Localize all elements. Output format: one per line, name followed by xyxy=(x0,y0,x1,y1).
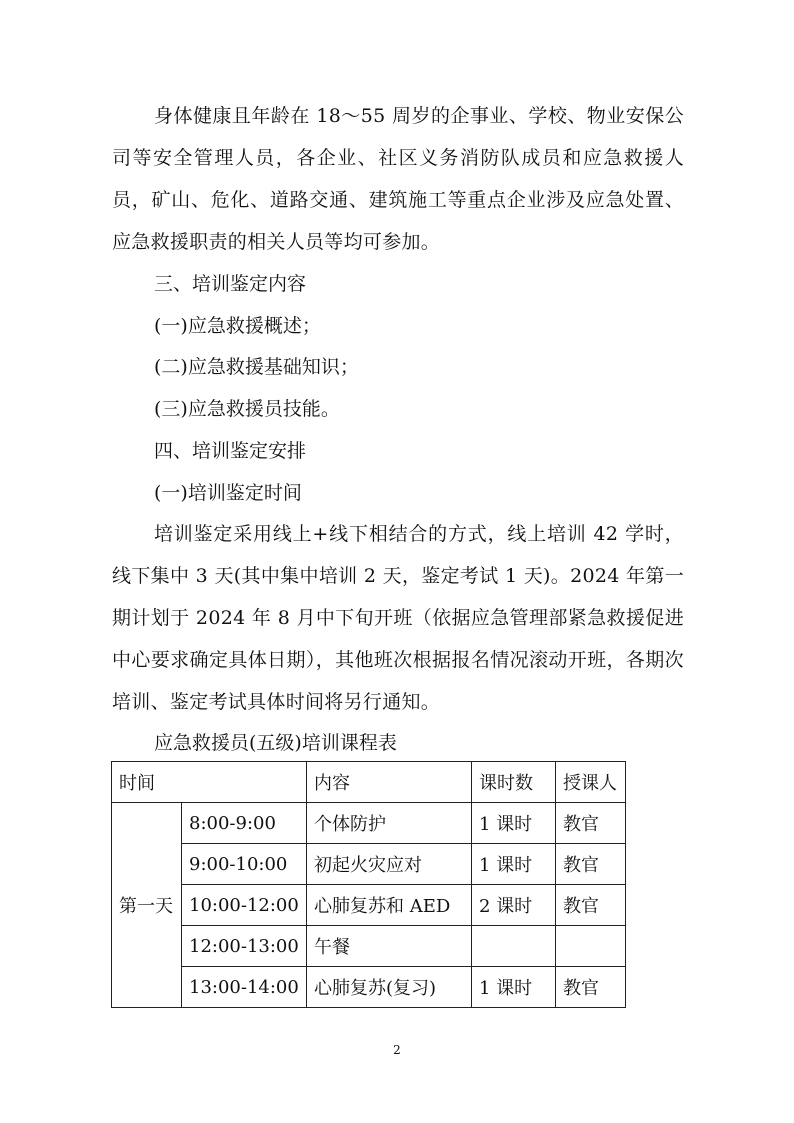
time-cell: 12:00-13:00 xyxy=(182,926,307,967)
instructor-cell: 教官 xyxy=(556,967,626,1008)
section-3-heading: 三、培训鉴定内容 xyxy=(154,273,307,295)
instructor-cell xyxy=(556,926,626,967)
schedule-paragraph: 培训鉴定采用线上+线下相结合的方式，线上培训 42 学时，线下集中 3 天(其中集中培训 2 天，鉴定考试 1 天)。2024 年第一期计划于 2024 年 8 月中下旬开班（依据应急管理部紧急救援促进中心要求确定具体日期），其他班次根据报名情况滚动开班，各期次培训、鉴定考试具体时间将另行通知。 xyxy=(112,523,684,713)
instructor-cell: 教官 xyxy=(556,803,626,844)
time-cell: 10:00-12:00 xyxy=(182,885,307,926)
content-cell: 午餐 xyxy=(307,926,472,967)
hours-cell xyxy=(472,926,556,967)
section-4-heading: 四、培训鉴定安排 xyxy=(154,440,307,462)
header-content: 内容 xyxy=(307,762,472,803)
hours-cell: 1 课时 xyxy=(472,803,556,844)
header-instructor: 授课人 xyxy=(556,762,626,803)
instructor-cell: 教官 xyxy=(556,844,626,885)
content-cell: 心肺复苏和 AED xyxy=(307,885,472,926)
section-3-item-1: (一)应急救援概述； xyxy=(154,315,321,337)
table-header-row xyxy=(112,762,626,803)
content-cell: 初起火灾应对 xyxy=(307,844,472,885)
course-schedule-table xyxy=(111,761,626,1008)
table-row xyxy=(112,803,626,844)
instructor-cell: 教官 xyxy=(556,885,626,926)
table-row xyxy=(112,885,626,926)
table-title: 应急救援员(五级)培训课程表 xyxy=(154,732,397,754)
time-cell: 8:00-9:00 xyxy=(182,803,307,844)
content-cell: 个体防护 xyxy=(307,803,472,844)
time-cell: 13:00-14:00 xyxy=(182,967,307,1008)
table-row xyxy=(112,844,626,885)
table-row xyxy=(112,967,626,1008)
content-cell: 心肺复苏(复习) xyxy=(307,967,472,1008)
section-3-item-3: (三)应急救援员技能。 xyxy=(154,398,340,420)
section-3-item-2: (二)应急救援基础知识； xyxy=(154,356,359,378)
hours-cell: 2 课时 xyxy=(472,885,556,926)
time-cell: 9:00-10:00 xyxy=(182,844,307,885)
hours-cell: 1 课时 xyxy=(472,967,556,1008)
hours-cell: 1 课时 xyxy=(472,844,556,885)
header-time: 时间 xyxy=(112,762,307,803)
page-number: 2 xyxy=(393,1043,401,1057)
eligibility-paragraph: 身体健康且年龄在 18～55 周岁的企事业、学校、物业安保公司等安全管理人员，各企业、社区义务消防队成员和应急救援人员，矿山、危化、道路交通、建筑施工等重点企业涉及应急处置、应急救援职责的相关人员等均可参加。 xyxy=(112,105,684,253)
section-4-subheading: (一)培训鉴定时间 xyxy=(154,482,302,504)
header-hours: 课时数 xyxy=(472,762,556,803)
table-row xyxy=(112,926,626,967)
day-label: 第一天 xyxy=(112,803,182,1008)
